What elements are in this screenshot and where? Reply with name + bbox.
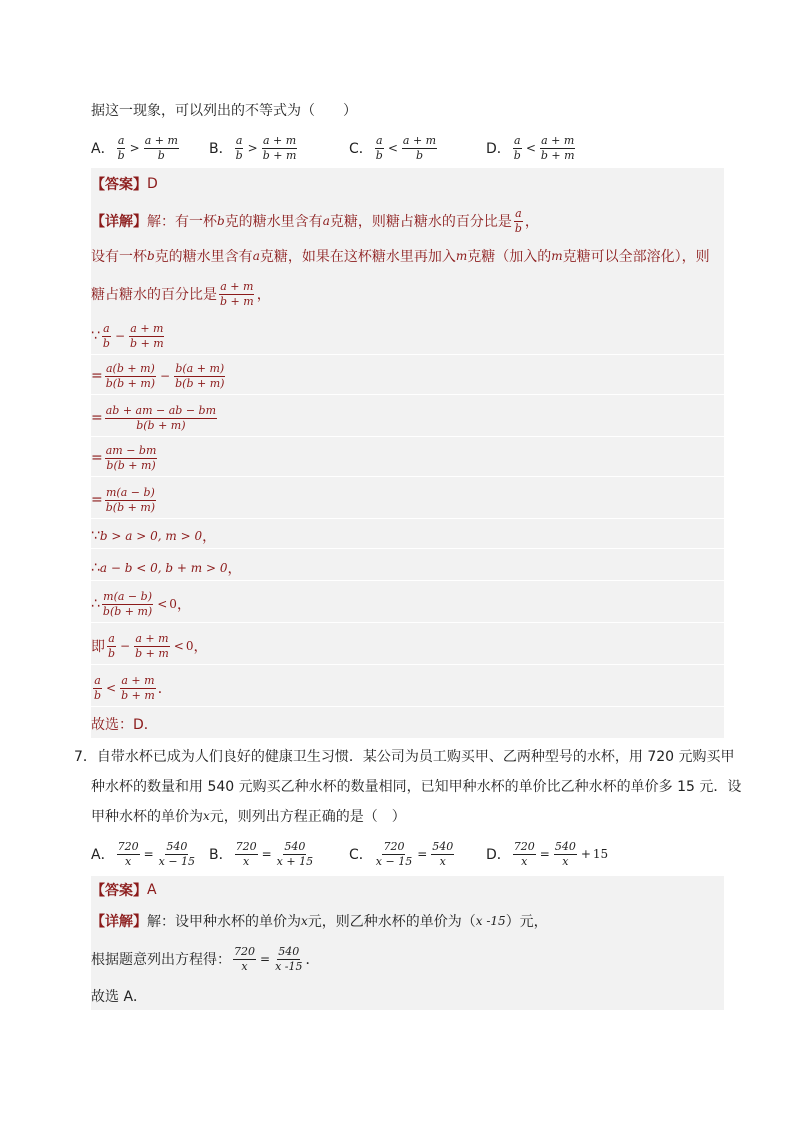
option-label: B． — [209, 141, 233, 157]
fraction — [375, 135, 384, 161]
option-label: A． — [91, 847, 115, 863]
q6-option-b[interactable] — [209, 135, 299, 161]
q7-conclusion — [91, 986, 147, 1006]
denominator: b + m — [135, 646, 169, 660]
operator: = — [143, 847, 154, 861]
text: 元，则乙种水杯的单价为（ — [307, 914, 476, 930]
denominator: b — [375, 148, 383, 162]
option-label: C． — [349, 141, 373, 157]
punct: ． — [157, 681, 172, 697]
fraction — [134, 633, 170, 659]
denominator: b — [102, 336, 110, 350]
numerator: 720 — [513, 839, 535, 853]
punct: ， — [227, 561, 242, 577]
numerator: a + m — [541, 133, 575, 147]
fraction — [276, 841, 314, 867]
fraction — [117, 135, 126, 161]
q6-detail-line-1 — [91, 204, 539, 238]
punct: ． — [305, 952, 320, 968]
fraction — [144, 135, 179, 161]
operator: < — [387, 141, 398, 155]
text: 故选 A． — [91, 989, 148, 1005]
equals: = — [91, 492, 103, 508]
fraction — [105, 363, 156, 389]
text: 克糖，则糖占糖水的百分比是 — [329, 214, 512, 230]
zero: 0 — [185, 639, 194, 653]
denominator: b — [117, 148, 125, 162]
denominator: b(b + m) — [136, 418, 186, 432]
fraction — [274, 946, 303, 972]
text: 根据题意列出方程得： — [91, 952, 231, 968]
fraction — [102, 591, 153, 617]
numerator: ab + am − ab − bm — [105, 403, 217, 417]
operator: < — [525, 141, 536, 155]
fraction — [513, 841, 536, 867]
numerator: a(b + m) — [105, 361, 155, 375]
punct: ， — [202, 529, 217, 545]
numerator: 540 — [166, 839, 188, 853]
denominator: b(b + m) — [105, 500, 156, 514]
punct: ， — [176, 597, 191, 613]
numerator: a — [515, 206, 522, 220]
text: 解：设甲种水杯的单价为 — [147, 914, 301, 930]
numerator: 540 — [278, 944, 300, 958]
q6-conclusion — [91, 714, 158, 734]
q7-option-c[interactable] — [349, 841, 456, 867]
fraction — [233, 946, 256, 972]
therefore-symbol: ∴ — [91, 560, 100, 576]
because-symbol: ∵ — [91, 528, 100, 544]
denominator: b + m — [121, 688, 155, 702]
q7-line-1 — [74, 746, 735, 766]
denominator: x − 15 — [375, 854, 413, 868]
numerator: 720 — [383, 839, 405, 853]
q6-option-c[interactable] — [349, 135, 439, 161]
numerator: 540 — [554, 839, 576, 853]
text: 设有一杯 — [91, 249, 147, 265]
q6-option-d[interactable] — [486, 135, 578, 161]
fraction — [93, 675, 102, 701]
text: 克的糖水里含有 — [154, 249, 253, 265]
operator: = — [260, 952, 271, 966]
fraction — [514, 208, 523, 234]
numerator: a — [103, 321, 110, 335]
fraction — [513, 135, 522, 161]
denominator: b(b + m) — [175, 376, 225, 390]
q7-option-b[interactable] — [209, 841, 316, 867]
var-m: m — [551, 249, 563, 263]
fraction — [219, 281, 255, 307]
fraction — [540, 135, 576, 161]
therefore-symbol: ∴ — [91, 596, 100, 612]
operator: − — [160, 369, 171, 383]
text: 克的糖水里含有 — [224, 214, 323, 230]
text: 自带水杯已成为人们良好的健康卫生习惯．某公司为员工购买甲、乙两种型号的水杯，用 720 元购买甲 — [96, 749, 735, 765]
punct: ， — [524, 214, 539, 230]
var-b: b — [217, 214, 225, 228]
var-m: m — [455, 249, 468, 263]
q6-step-7 — [91, 556, 724, 581]
operator: − — [120, 639, 131, 653]
text: 种水杯的数量和用 540 元购买乙种水杯的数量相同，已知甲种水杯的单价比乙种水杯的单价多 15 元．设 — [91, 779, 742, 795]
detail-tag: 【详解】 — [91, 914, 147, 930]
denominator: b + m — [220, 294, 254, 308]
numerator: 720 — [234, 944, 255, 958]
numerator: 540 — [432, 839, 454, 853]
equals: = — [91, 410, 103, 426]
denominator: b + m — [262, 148, 297, 162]
fraction — [375, 841, 413, 867]
numerator: 720 — [117, 839, 139, 853]
numerator: a — [514, 133, 521, 147]
numerator: a — [108, 631, 115, 645]
q6-step-2 — [91, 358, 724, 395]
fraction — [105, 405, 217, 431]
denominator: b — [514, 221, 522, 235]
denominator: b + m — [540, 148, 575, 162]
denominator: x − 15 — [158, 854, 196, 868]
because-symbol: ∵ — [91, 328, 100, 344]
fraction — [235, 841, 258, 867]
text: 元，则列出方程正确的是（ ） — [209, 809, 406, 825]
denominator: b(b + m) — [105, 376, 156, 390]
q6-options — [91, 130, 741, 166]
operator: = — [539, 847, 550, 861]
denominator: x + 15 — [276, 854, 314, 868]
q7-options — [91, 834, 741, 874]
fraction — [102, 323, 111, 349]
denominator: b — [157, 148, 165, 162]
q6-step-3 — [91, 400, 724, 437]
fraction — [235, 135, 244, 161]
answer-value: A — [147, 882, 157, 898]
operator: > — [129, 141, 140, 155]
denominator: b — [235, 148, 243, 162]
condition: b > a > 0, m > 0 — [99, 529, 203, 543]
denominator: x — [439, 854, 446, 868]
q6-intro — [91, 100, 357, 120]
fraction — [129, 323, 165, 349]
operator: = — [261, 847, 272, 861]
q6-detail-line-2 — [91, 246, 710, 266]
var-a: a — [252, 249, 260, 263]
answer-tag: 【答案】 — [91, 177, 147, 193]
fraction — [431, 841, 454, 867]
numerator: am − bm — [105, 443, 157, 457]
operator: + — [580, 847, 591, 861]
var-a: a — [322, 214, 330, 228]
fraction — [107, 633, 116, 659]
numerator: m(a − b) — [105, 485, 155, 499]
numerator: 540 — [284, 839, 306, 853]
text: 解：有一杯 — [147, 214, 217, 230]
numerator: a + m — [130, 321, 164, 335]
option-label: D． — [486, 847, 511, 863]
var-x: x — [301, 914, 308, 928]
q6-step-1 — [91, 318, 724, 355]
fraction — [158, 841, 196, 867]
numerator: m(a − b) — [103, 589, 152, 603]
q7-option-d[interactable] — [486, 841, 608, 867]
denominator: x -15 — [275, 959, 303, 973]
q6-step-5 — [91, 482, 724, 519]
text: 克糖，如果在这杯糖水里再加入 — [259, 249, 456, 265]
denominator: b — [94, 688, 102, 702]
var-x: x — [203, 809, 210, 823]
denominator: x — [521, 854, 528, 868]
text: 即 — [91, 639, 105, 655]
text: 甲种水杯的单价为 — [91, 809, 203, 825]
q7-line-3 — [91, 806, 406, 826]
option-label: A． — [91, 141, 115, 157]
q7-option-a[interactable] — [91, 841, 198, 867]
equals: = — [91, 368, 103, 384]
q7-answer — [91, 880, 157, 900]
q6-step-6 — [91, 524, 724, 549]
operator: < — [157, 597, 168, 611]
option-label: B． — [209, 847, 233, 863]
detail-tag: 【详解】 — [91, 214, 147, 230]
equals: = — [91, 450, 103, 466]
condition: a − b < 0, b + m > 0 — [99, 561, 228, 575]
denominator: b(b + m) — [102, 604, 153, 618]
q6-step-8 — [91, 586, 724, 623]
fraction — [174, 363, 225, 389]
denominator: x — [241, 959, 248, 973]
denominator: b(b + m) — [106, 458, 156, 472]
denominator: b — [108, 646, 116, 660]
var-b: b — [147, 249, 155, 263]
numerator: b(a + m) — [175, 361, 225, 375]
fraction — [120, 675, 156, 701]
operator: − — [114, 329, 126, 343]
number: 15 — [592, 847, 609, 861]
operator: < — [106, 681, 117, 695]
operator: < — [173, 639, 184, 653]
q6-step-10 — [91, 670, 724, 707]
q6-option-a[interactable] — [91, 135, 181, 161]
answer-tag: 【答案】 — [91, 883, 147, 899]
text: ）元， — [505, 914, 548, 930]
fraction — [402, 135, 437, 161]
text: 糖占糖水的百分比是 — [91, 287, 217, 303]
numerator: a — [235, 133, 243, 147]
expr: x -15 — [475, 914, 506, 928]
text: 克糖可以全部溶化），则 — [562, 249, 710, 265]
punct: ， — [256, 287, 271, 303]
q6-answer — [91, 174, 158, 194]
numerator: a + m — [262, 133, 297, 147]
operator: = — [417, 847, 428, 861]
denominator: b + m — [130, 336, 164, 350]
text: 故选：D． — [91, 717, 158, 733]
numerator: a — [94, 673, 101, 687]
option-label: D． — [486, 141, 511, 157]
numerator: a + m — [144, 133, 178, 147]
fraction — [105, 445, 158, 471]
option-label: C． — [349, 847, 373, 863]
denominator: x — [124, 854, 132, 868]
numerator: a — [376, 133, 383, 147]
answer-value: D — [147, 176, 158, 192]
q7-detail-line-2 — [91, 940, 319, 978]
denominator: b — [415, 148, 424, 162]
numerator: a + m — [121, 673, 155, 687]
numerator: a + m — [135, 631, 169, 645]
denominator: b — [513, 148, 521, 162]
q7-line-2 — [91, 776, 741, 796]
q6-step-9 — [91, 628, 724, 665]
fraction — [117, 841, 140, 867]
text: 克糖（加入的 — [467, 249, 552, 265]
q6-detail-line-3 — [91, 276, 271, 312]
fraction — [262, 135, 298, 161]
denominator: x — [562, 854, 569, 868]
numerator: a — [117, 133, 125, 147]
q7-detail-line-1 — [91, 911, 548, 931]
zero: 0 — [169, 597, 177, 611]
operator: > — [247, 141, 258, 155]
numerator: a + m — [402, 133, 437, 147]
punct: ， — [193, 639, 208, 655]
numerator: 720 — [235, 839, 257, 853]
numerator: a + m — [220, 279, 254, 293]
q6-intro-text: 据这一现象，可以列出的不等式为（ ） — [91, 103, 357, 119]
fraction — [105, 487, 156, 513]
q6-step-4 — [91, 440, 724, 477]
question-number: 7． — [74, 749, 97, 765]
fraction — [554, 841, 577, 867]
denominator: x — [243, 854, 250, 868]
